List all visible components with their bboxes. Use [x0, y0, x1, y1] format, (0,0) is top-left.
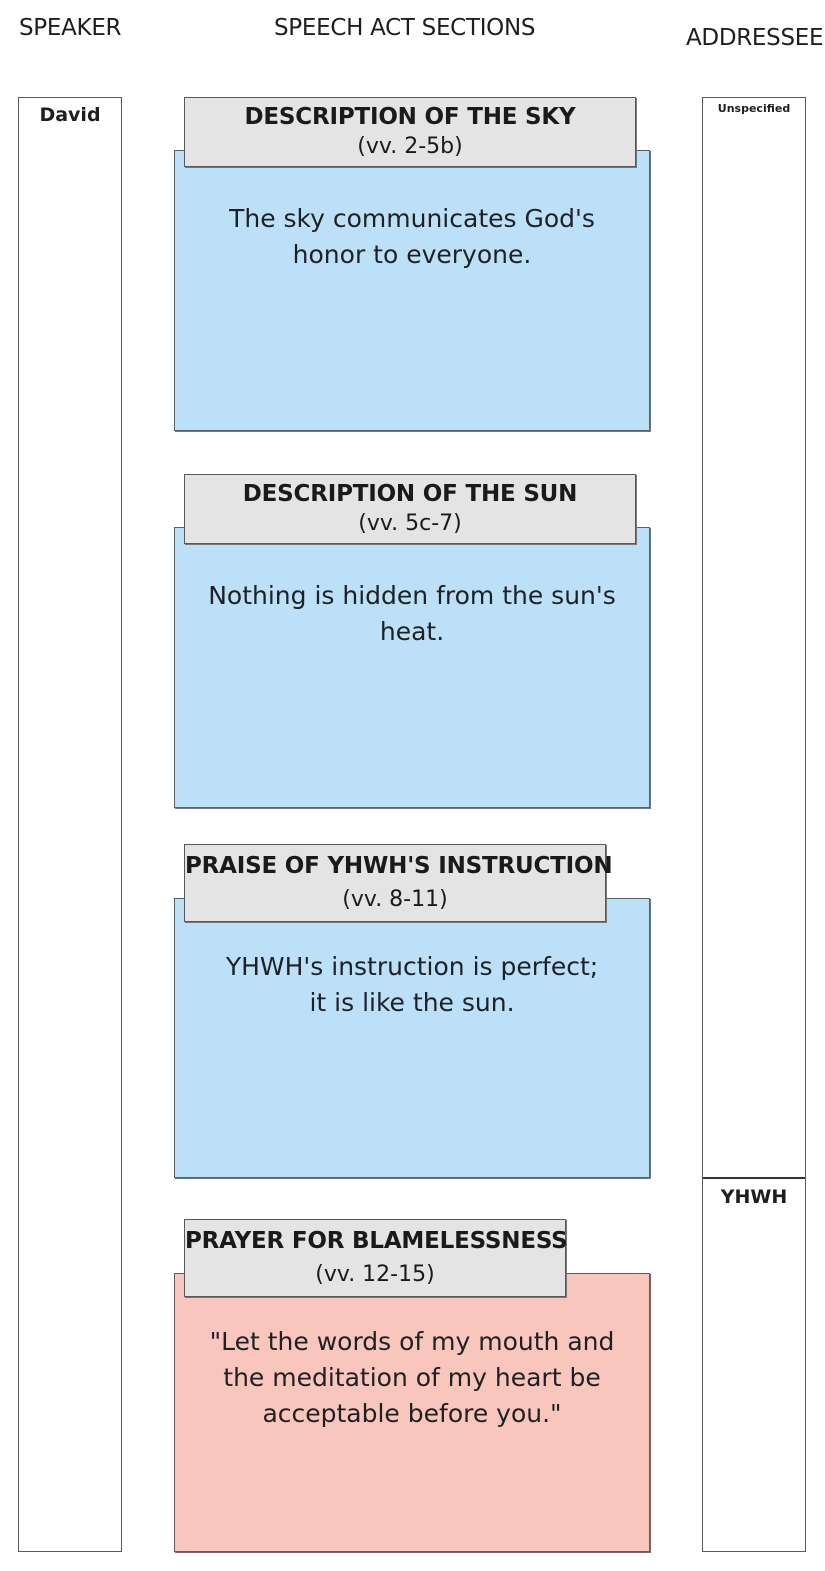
section-sky-header — [184, 97, 636, 167]
section-prayer-summary: "Let the words of my mouth and the meditation of my heart be acceptable before you." — [209, 1327, 615, 1428]
section-sun-header — [184, 474, 636, 544]
addressee-column-heading: ADDRESSEE — [686, 25, 824, 51]
section-sun-verses: (vv. 5c-7) — [358, 511, 462, 536]
section-praise-summary — [185, 949, 639, 1021]
section-sky-summary: The sky communicates God's honor to everyone. — [229, 204, 595, 269]
section-praise-summary-line1: YHWH's instruction is perfect; — [225, 952, 599, 981]
section-praise-header — [184, 844, 613, 922]
section-sun-title: DESCRIPTION OF THE SUN — [242, 481, 578, 507]
section-praise-title: PRAISE OF YHWH'S INSTRUCTION — [185, 853, 613, 879]
section-praise-summary-line2: it is like the sun. — [309, 988, 515, 1017]
section-sky-verses: (vv. 2-5b) — [357, 134, 463, 159]
sections-column-heading: SPEECH ACT SECTIONS — [274, 15, 536, 41]
section-sun-summary: Nothing is hidden from the sun's heat. — [208, 581, 616, 646]
addressee-label-yhwh: YHWH — [720, 1186, 788, 1208]
addressee-label-unspecified: Unspecified — [717, 102, 791, 115]
speaker-column-heading: SPEAKER — [19, 15, 122, 41]
section-prayer-title: PRAYER FOR BLAMELESSNESS — [185, 1228, 568, 1254]
addressee-divider — [703, 1177, 805, 1179]
section-sky-title: DESCRIPTION OF THE SKY — [244, 104, 576, 130]
section-prayer-body — [174, 1273, 650, 1552]
section-praise-body — [174, 898, 650, 1178]
section-prayer-header — [184, 1219, 566, 1297]
section-sun-body — [174, 527, 650, 808]
addressee-lane — [702, 97, 806, 1552]
section-sky-body — [174, 150, 650, 431]
speaker-lane — [18, 97, 122, 1552]
section-praise-verses: (vv. 8-11) — [342, 887, 448, 912]
section-prayer-verses: (vv. 12-15) — [315, 1262, 435, 1287]
speaker-label: David — [39, 104, 101, 126]
